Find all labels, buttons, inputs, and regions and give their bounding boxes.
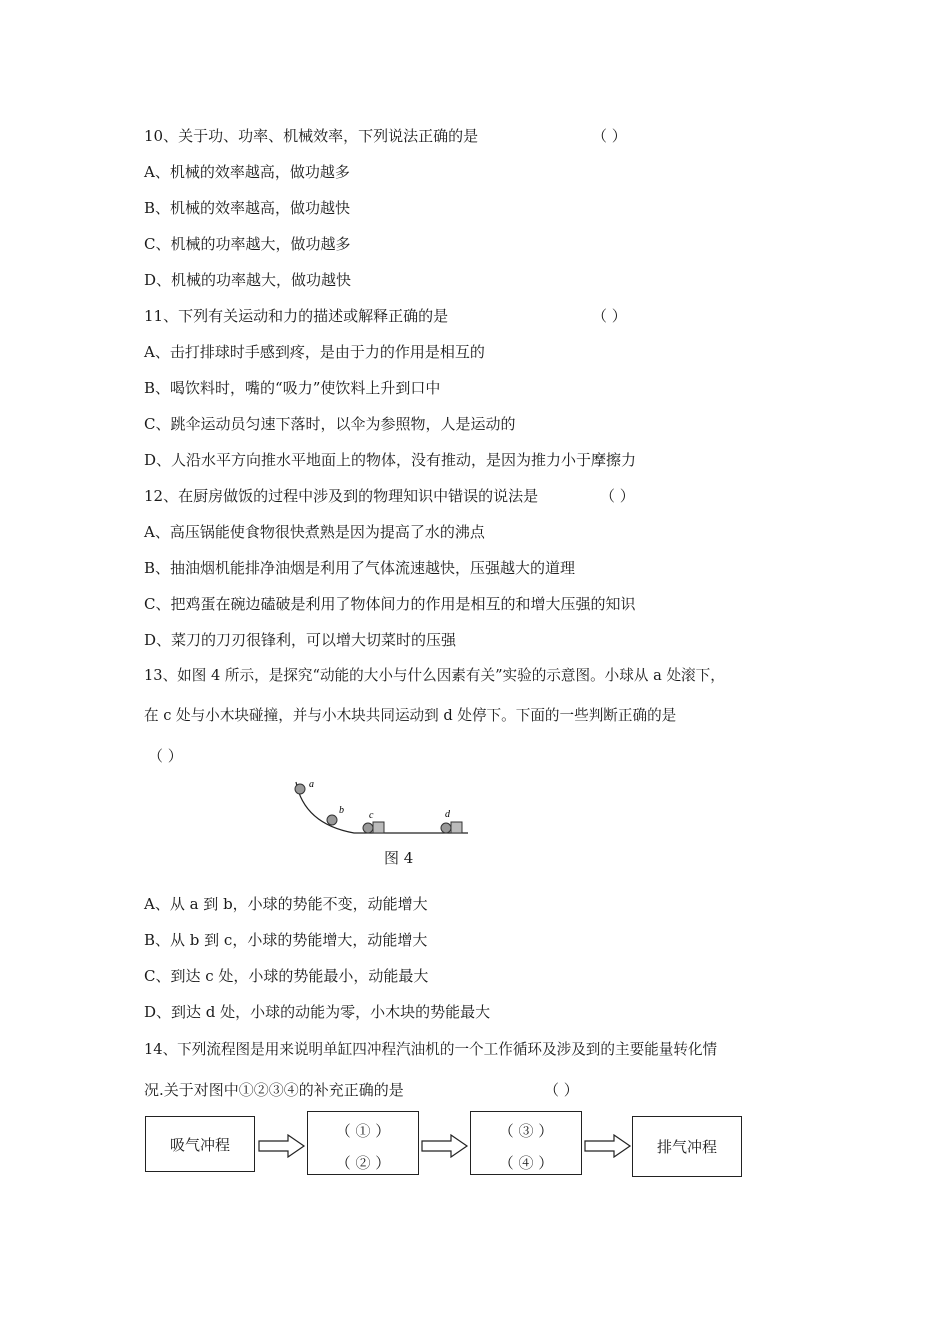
q12-option-b: B、抽油烟机能排净油烟是利用了气体流速越快，压强越大的道理: [144, 559, 576, 577]
label-a: a: [309, 779, 314, 790]
q11-stem: 11、下列有关运动和力的描述或解释正确的是: [144, 307, 449, 325]
flow-box-stroke-3: [470, 1111, 582, 1175]
q13-stem-line1: 13、如图 4 所示，是探究“动能的大小与什么因素有关”实验的示意图。小球从 a 处滚下，: [144, 667, 725, 684]
flow-box-exhaust-label: 排气冲程: [656, 1138, 717, 1156]
q12-option-c: C、把鸡蛋在碗边磕破是利用了物体间力的作用是相互的和增大压强的知识: [144, 595, 636, 613]
q13-option-d: D、到达 d 处，小球的动能为零，小木块的势能最大: [144, 1003, 491, 1021]
q11-option-c: C、跳伞运动员匀速下落时，以伞为参照物，人是运动的: [144, 415, 516, 433]
q13-stem-line2: 在 c 处与小木块碰撞，并与小木块共同运动到 d 处停下。下面的一些判断正确的是: [144, 707, 677, 724]
ball-d: [441, 823, 451, 833]
block-c: [373, 822, 384, 833]
block-d: [451, 822, 462, 833]
q12-option-d: D、菜刀的刀刃很锋利，可以增大切菜时的压强: [144, 631, 457, 649]
q11-option-b: B、喝饮料时，嘴的“吸力”使饮料上升到口中: [144, 379, 441, 397]
q10-stem: 10、关于功、功率、机械效率，下列说法正确的是: [144, 127, 479, 145]
ball-b: [327, 815, 337, 825]
q13-option-b: B、从 b 到 c，小球的势能增大，动能增大: [144, 931, 428, 949]
label-c: c: [369, 810, 374, 821]
flow-arrow-2: [421, 1134, 469, 1158]
q14-stem-line2: 况.关于对图中①②③④的补充正确的是: [144, 1081, 404, 1099]
q13-answer-bracket: （ ）: [148, 747, 183, 765]
ball-a: [295, 784, 305, 794]
q12-option-a: A、高压锅能使食物很快煮熟是因为提高了水的沸点: [144, 523, 485, 541]
ball-c: [363, 823, 373, 833]
q11-option-d: D、人沿水平方向推水平地面上的物体，没有推动，是因为推力小于摩擦力: [144, 451, 637, 469]
label-d: d: [445, 809, 450, 820]
flow-blank-2: （ ② ）: [335, 1154, 391, 1172]
q13-option-c: C、到达 c 处，小球的势能最小，动能最大: [144, 967, 429, 985]
q10-option-d: D、机械的功率越大，做功越快: [144, 271, 352, 289]
flow-blank-4: （ ④ ）: [498, 1154, 554, 1172]
flow-box-intake: [145, 1116, 255, 1172]
flow-blank-1: （ ① ）: [335, 1122, 391, 1140]
label-b: b: [339, 805, 344, 816]
q10-option-b: B、机械的效率越高，做功越快: [144, 199, 351, 217]
q10-option-a: A、机械的效率越高，做功越多: [144, 163, 350, 181]
q10-answer-bracket: （ ）: [592, 127, 627, 145]
flow-blank-3: （ ③ ）: [498, 1122, 554, 1140]
q12-answer-bracket: （ ）: [600, 487, 635, 505]
q10-option-c: C、机械的功率越大，做功越多: [144, 235, 351, 253]
flow-box-exhaust: [632, 1116, 742, 1177]
flow-box-intake-label: 吸气冲程: [169, 1136, 230, 1154]
flow-arrow-1: [258, 1134, 306, 1158]
ramp-figure: [290, 776, 470, 842]
q11-option-a: A、击打排球时手感到疼，是由于力的作用是相互的: [144, 343, 485, 361]
q14-answer-bracket: （ ）: [544, 1081, 579, 1099]
figure-caption: 图 4: [384, 849, 414, 867]
q13-option-a: A、从 a 到 b，小球的势能不变，动能增大: [144, 895, 428, 913]
q12-stem: 12、在厨房做饭的过程中涉及到的物理知识中错误的说法是: [144, 487, 539, 505]
q14-stem-line1: 14、下列流程图是用来说明单缸四冲程汽油机的一个工作循环及涉及到的主要能量转化情: [144, 1041, 718, 1058]
q11-answer-bracket: （ ）: [592, 307, 627, 325]
flow-arrow-3: [584, 1134, 632, 1158]
flow-box-stroke-2: [307, 1111, 419, 1175]
